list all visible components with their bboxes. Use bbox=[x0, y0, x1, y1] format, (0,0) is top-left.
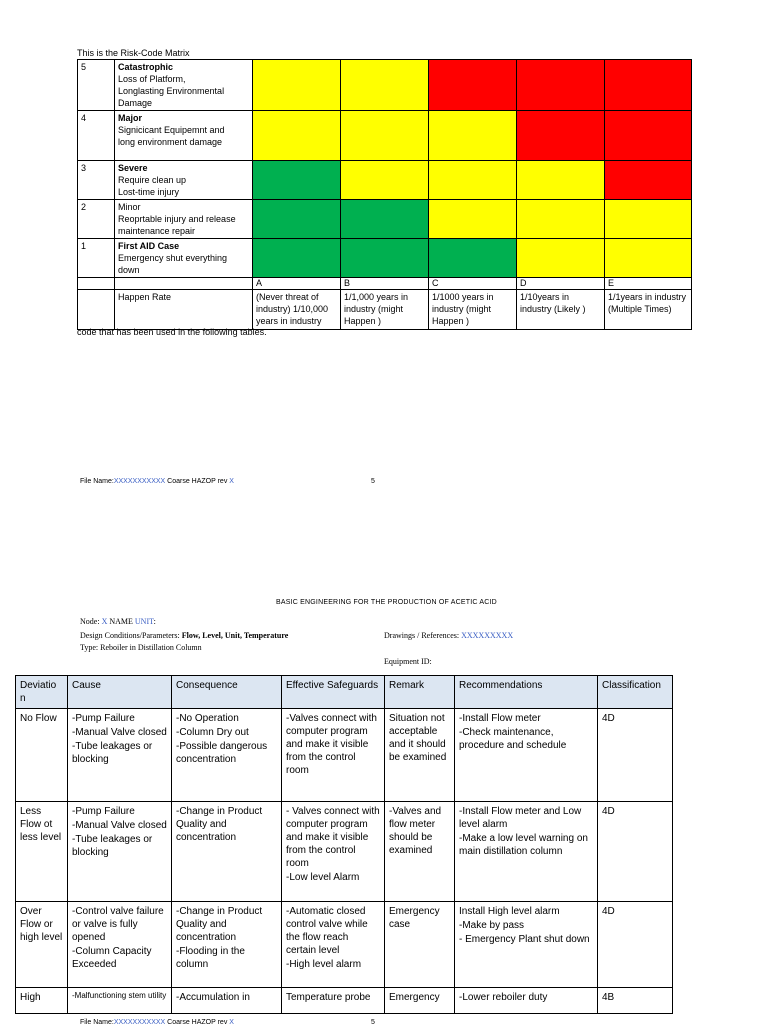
risk-cell bbox=[517, 239, 605, 278]
col-cause: Cause bbox=[68, 676, 172, 709]
page-footer-2 bbox=[80, 1018, 234, 1027]
col-remark: Remark bbox=[385, 676, 455, 709]
cause-cell-line: -Control valve failure or valve is fully opened bbox=[72, 906, 164, 943]
hazop-row bbox=[16, 802, 673, 902]
safeguards-cell-line: Temperature probe bbox=[286, 992, 371, 1003]
risk-cell bbox=[253, 60, 341, 111]
safeguards-cell-line: -High level alarm bbox=[286, 959, 362, 970]
node-colon: : bbox=[153, 617, 156, 626]
cause-cell-line: -Manual Valve closed bbox=[72, 820, 167, 831]
matrix-row bbox=[78, 239, 692, 278]
hazop-row bbox=[16, 709, 673, 802]
risk-code-matrix bbox=[77, 59, 692, 330]
hazop-header-row bbox=[16, 676, 673, 709]
drawings-line bbox=[384, 630, 513, 641]
severity-detail: Emergency shut everything down bbox=[118, 253, 228, 275]
file-rev: X bbox=[229, 478, 234, 485]
safeguards-cell bbox=[282, 988, 385, 1014]
col-deviation: Deviatio n bbox=[16, 676, 68, 709]
severity-number: 1 bbox=[78, 239, 115, 278]
risk-cell bbox=[429, 200, 517, 239]
likelihood-description: 1/1years in industry (Multiple Times) bbox=[605, 290, 692, 330]
recommendations-cell-line: Install High level alarm bbox=[459, 906, 560, 917]
matrix-intro: This is the Risk-Code Matrix bbox=[77, 48, 190, 58]
safeguards-cell bbox=[282, 709, 385, 802]
happen-rate-label: Happen Rate bbox=[115, 290, 253, 330]
safeguards-cell-line: -Low level Alarm bbox=[286, 872, 360, 883]
hazop-row bbox=[16, 902, 673, 988]
recommendations-cell bbox=[455, 802, 598, 902]
consequence-cell-line: -Possible dangerous concentration bbox=[176, 741, 268, 765]
blank-cell bbox=[78, 278, 115, 290]
remark-cell: Emergency case bbox=[385, 902, 455, 988]
recommendations-cell-line: -Install Flow meter bbox=[459, 713, 541, 724]
deviation-cell: High bbox=[16, 988, 68, 1014]
consequence-cell-line: -Change in Product Quality and concentration bbox=[176, 906, 263, 943]
cause-cell-line: -Malfunctioning stem utility bbox=[72, 991, 167, 1000]
file-label: File Name: bbox=[80, 478, 114, 485]
design-value: Flow, Level, Unit, Temperature bbox=[181, 631, 289, 640]
type-line: Type: Reboiler in Distillation Column bbox=[80, 643, 202, 652]
risk-cell bbox=[253, 161, 341, 200]
node-line bbox=[80, 616, 156, 627]
drawings-value: XXXXXXXXX bbox=[461, 631, 514, 640]
col-safeguards: Effective Safeguards bbox=[282, 676, 385, 709]
risk-cell bbox=[517, 60, 605, 111]
recommendations-cell-line: -Make a low level warning on main distillation column bbox=[459, 833, 588, 857]
risk-cell bbox=[517, 111, 605, 161]
severity-title: First AID Case bbox=[118, 241, 180, 251]
cause-cell-line: -Pump Failure bbox=[72, 713, 135, 724]
severity-description bbox=[115, 200, 253, 239]
equipment-id: Equipment ID: bbox=[384, 657, 432, 666]
matrix-letter-row bbox=[78, 278, 692, 290]
consequence-cell-line: -Change in Product Quality and concentration bbox=[176, 806, 263, 843]
severity-number: 4 bbox=[78, 111, 115, 161]
risk-cell bbox=[429, 111, 517, 161]
severity-detail: Require clean up Lost-time injury bbox=[118, 175, 187, 197]
cause-cell-line: -Manual Valve closed bbox=[72, 727, 167, 738]
likelihood-description: 1/1000 years in industry (might Happen ) bbox=[429, 290, 517, 330]
file-name-x-2: XXXXXXXXXXX bbox=[113, 1019, 166, 1026]
risk-cell bbox=[605, 111, 692, 161]
cause-cell bbox=[68, 709, 172, 802]
design-label: Design Conditions/Parameters: bbox=[80, 631, 182, 640]
severity-detail: Loss of Platform, Longlasting Environmental Damage bbox=[118, 74, 225, 108]
design-line bbox=[80, 630, 288, 641]
consequence-cell bbox=[172, 902, 282, 988]
risk-cell bbox=[341, 200, 429, 239]
risk-cell bbox=[605, 200, 692, 239]
consequence-cell-line: -Flooding in the column bbox=[176, 946, 245, 970]
remark-cell: Emergency bbox=[385, 988, 455, 1014]
severity-number: 3 bbox=[78, 161, 115, 200]
severity-number: 2 bbox=[78, 200, 115, 239]
page-footer-1 bbox=[80, 477, 234, 486]
recommendations-cell-line: -Install Flow meter and Low level alarm bbox=[459, 806, 582, 830]
likelihood-letter: E bbox=[605, 278, 692, 290]
recommendations-cell-line: - Emergency Plant shut down bbox=[459, 934, 590, 945]
cause-cell-line: -Pump Failure bbox=[72, 806, 135, 817]
remark-cell: -Valves and flow meter should be examined bbox=[385, 802, 455, 902]
likelihood-letter: C bbox=[429, 278, 517, 290]
cause-cell-line: -Tube leakages or blocking bbox=[72, 741, 153, 765]
safeguards-cell bbox=[282, 902, 385, 988]
classification-cell: 4D bbox=[598, 802, 673, 902]
classification-cell: 4D bbox=[598, 902, 673, 988]
classification-cell: 4D bbox=[598, 709, 673, 802]
recommendations-cell bbox=[455, 988, 598, 1014]
severity-number: 5 bbox=[78, 60, 115, 111]
file-rev-2: X bbox=[229, 1019, 234, 1026]
matrix-row bbox=[78, 161, 692, 200]
deviation-cell: Over Flow or high level bbox=[16, 902, 68, 988]
consequence-cell-line: -Accumulation in bbox=[176, 992, 250, 1003]
cause-cell bbox=[68, 802, 172, 902]
file-name-x: XXXXXXXXXXX bbox=[113, 478, 166, 485]
recommendations-cell bbox=[455, 709, 598, 802]
node-x: X bbox=[101, 617, 108, 626]
likelihood-description: 1/1,000 years in industry (might Happen ) bbox=[341, 290, 429, 330]
safeguards-cell-line: - Valves connect with computer program and make it visible from the control room bbox=[286, 806, 380, 869]
file-mid: Coarse HAZOP rev bbox=[165, 478, 230, 485]
node-label: Node: bbox=[80, 617, 102, 626]
matrix-row bbox=[78, 200, 692, 239]
risk-cell bbox=[429, 60, 517, 111]
cause-cell-line: -Tube leakages or blocking bbox=[72, 834, 153, 858]
safeguards-cell-line: -Automatic closed control valve while the flow reach certain level bbox=[286, 906, 368, 956]
file-label-2: File Name: bbox=[80, 1019, 114, 1026]
risk-cell bbox=[341, 111, 429, 161]
severity-title: Major bbox=[118, 113, 143, 123]
risk-cell bbox=[341, 239, 429, 278]
severity-title: Minor bbox=[118, 202, 141, 212]
risk-cell bbox=[341, 161, 429, 200]
blank-cell bbox=[115, 278, 253, 290]
matrix-row bbox=[78, 111, 692, 161]
consequence-cell-line: -No Operation bbox=[176, 713, 239, 724]
risk-cell bbox=[429, 239, 517, 278]
severity-description bbox=[115, 239, 253, 278]
recommendations-cell-line: -Lower reboiler duty bbox=[459, 992, 548, 1003]
col-consequence: Consequence bbox=[172, 676, 282, 709]
severity-title: Severe bbox=[118, 163, 148, 173]
hazop-table bbox=[15, 675, 673, 1014]
page-number-2: 5 bbox=[371, 1019, 375, 1026]
risk-cell bbox=[517, 161, 605, 200]
deviation-cell: Less Flow ot less level bbox=[16, 802, 68, 902]
blank-cell bbox=[78, 290, 115, 330]
cause-cell bbox=[68, 988, 172, 1014]
risk-cell bbox=[253, 111, 341, 161]
cause-cell-line: -Column Capacity Exceeded bbox=[72, 946, 152, 970]
severity-detail: Signicicant Equipemnt and long environment damage bbox=[118, 125, 225, 147]
node-name: NAME bbox=[107, 617, 135, 626]
col-classification: Classification bbox=[598, 676, 673, 709]
remark-cell: Situation not acceptable and it should be examined bbox=[385, 709, 455, 802]
consequence-cell-line: -Column Dry out bbox=[176, 727, 249, 738]
file-mid-2: Coarse HAZOP rev bbox=[165, 1019, 230, 1026]
risk-cell bbox=[605, 161, 692, 200]
likelihood-description: 1/10years in industry (Likely ) bbox=[517, 290, 605, 330]
node-unit: UNIT bbox=[134, 617, 154, 626]
risk-cell bbox=[605, 60, 692, 111]
severity-detail: Reoprtable injury and release maintenance repair bbox=[118, 214, 236, 236]
severity-title: Catastrophic bbox=[118, 62, 174, 72]
cause-cell bbox=[68, 902, 172, 988]
likelihood-description: (Never threat of industry) 1/10,000 years in industry bbox=[253, 290, 341, 330]
risk-cell bbox=[341, 60, 429, 111]
risk-cell bbox=[429, 161, 517, 200]
risk-cell bbox=[517, 200, 605, 239]
risk-cell bbox=[253, 200, 341, 239]
severity-description bbox=[115, 60, 253, 111]
safeguards-cell-line: -Valves connect with computer program and make it visible from the control room bbox=[286, 713, 377, 776]
recommendations-cell bbox=[455, 902, 598, 988]
consequence-cell bbox=[172, 709, 282, 802]
matrix-rate-row bbox=[78, 290, 692, 330]
drawings-label: Drawings / References: bbox=[384, 631, 462, 640]
col-recommendations: Recommendations bbox=[455, 676, 598, 709]
severity-description bbox=[115, 161, 253, 200]
deviation-cell: No Flow bbox=[16, 709, 68, 802]
matrix-row bbox=[78, 60, 692, 111]
severity-description bbox=[115, 111, 253, 161]
hazop-row bbox=[16, 988, 673, 1014]
page-number-1: 5 bbox=[371, 478, 375, 485]
matrix-footnote: code that has been used in the following tables. bbox=[77, 327, 267, 337]
likelihood-letter: A bbox=[253, 278, 341, 290]
risk-cell bbox=[605, 239, 692, 278]
recommendations-cell-line: -Make by pass bbox=[459, 920, 525, 931]
likelihood-letter: B bbox=[341, 278, 429, 290]
likelihood-letter: D bbox=[517, 278, 605, 290]
recommendations-cell-line: -Check maintenance, procedure and schedule bbox=[459, 727, 567, 751]
classification-cell: 4B bbox=[598, 988, 673, 1014]
consequence-cell bbox=[172, 802, 282, 902]
risk-cell bbox=[253, 239, 341, 278]
consequence-cell bbox=[172, 988, 282, 1014]
doc-title: BASIC ENGINEERING FOR THE PRODUCTION OF ACETIC ACID bbox=[276, 599, 497, 606]
safeguards-cell bbox=[282, 802, 385, 902]
